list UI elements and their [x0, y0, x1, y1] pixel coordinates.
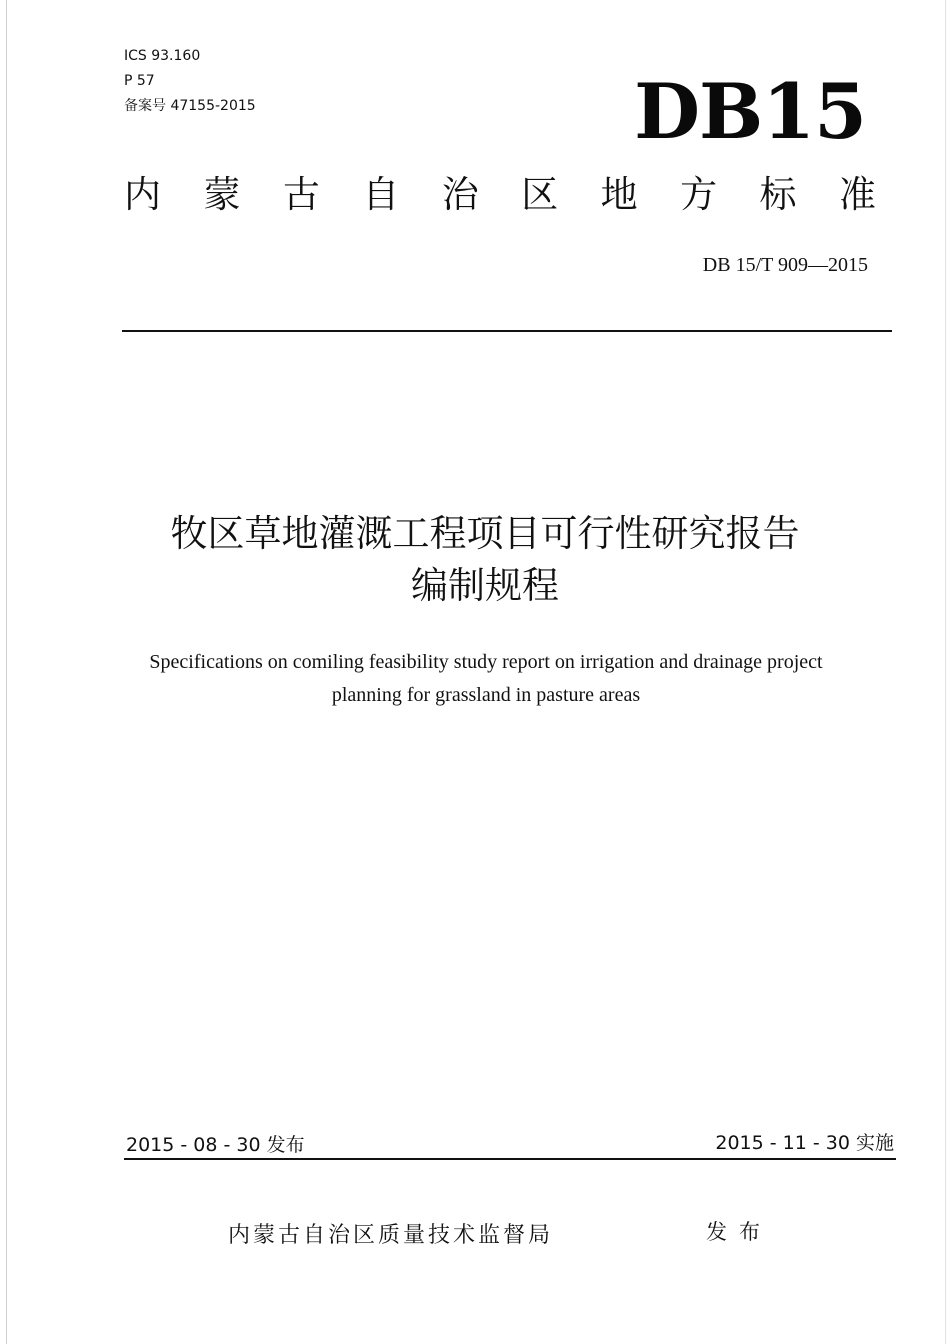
english-title — [0, 646, 950, 712]
issue-label: 发布 — [706, 1220, 772, 1244]
ccs-code: P 57 — [124, 73, 155, 89]
category-title-char: 区 — [521, 173, 559, 216]
standard-number: DB 15/T 909—2015 — [702, 254, 868, 276]
implementation-date: 2015 - 11 - 30 实施 — [715, 1132, 894, 1154]
issuing-authority: 内蒙古自治区质量技术监督局 — [228, 1223, 554, 1248]
chinese-title — [0, 508, 950, 612]
category-title-char: 治 — [441, 173, 479, 216]
english-title-line-1: Specifications on comiling feasibility study report on irrigation and drainage project — [149, 651, 823, 673]
category-title-char: 标 — [759, 173, 797, 216]
category-title-char: 准 — [838, 173, 876, 216]
header-divider — [122, 330, 892, 332]
chinese-title-line-2: 编制规程 — [411, 564, 559, 607]
db15-logo: DB15 — [634, 67, 866, 156]
ics-code: ICS 93.160 — [124, 48, 201, 64]
issue-date: 2015 - 08 - 30 发布 — [126, 1134, 305, 1156]
filing-number: 备案号 47155-2015 — [124, 98, 256, 114]
english-title-line-2: planning for grassland in pasture areas — [331, 684, 641, 706]
category-title-char: 古 — [282, 173, 320, 216]
classification-block — [124, 44, 256, 119]
category-title-char: 蒙 — [203, 173, 241, 216]
category-title-char: 内 — [124, 173, 161, 216]
category-title-char: 地 — [600, 173, 638, 216]
chinese-title-line-1: 牧区草地灌溉工程项目可行性研究报告 — [170, 512, 800, 555]
standard-category-title — [124, 173, 876, 216]
footer-divider — [124, 1158, 896, 1160]
category-title-char: 自 — [362, 173, 400, 216]
category-title-char: 方 — [680, 173, 718, 216]
